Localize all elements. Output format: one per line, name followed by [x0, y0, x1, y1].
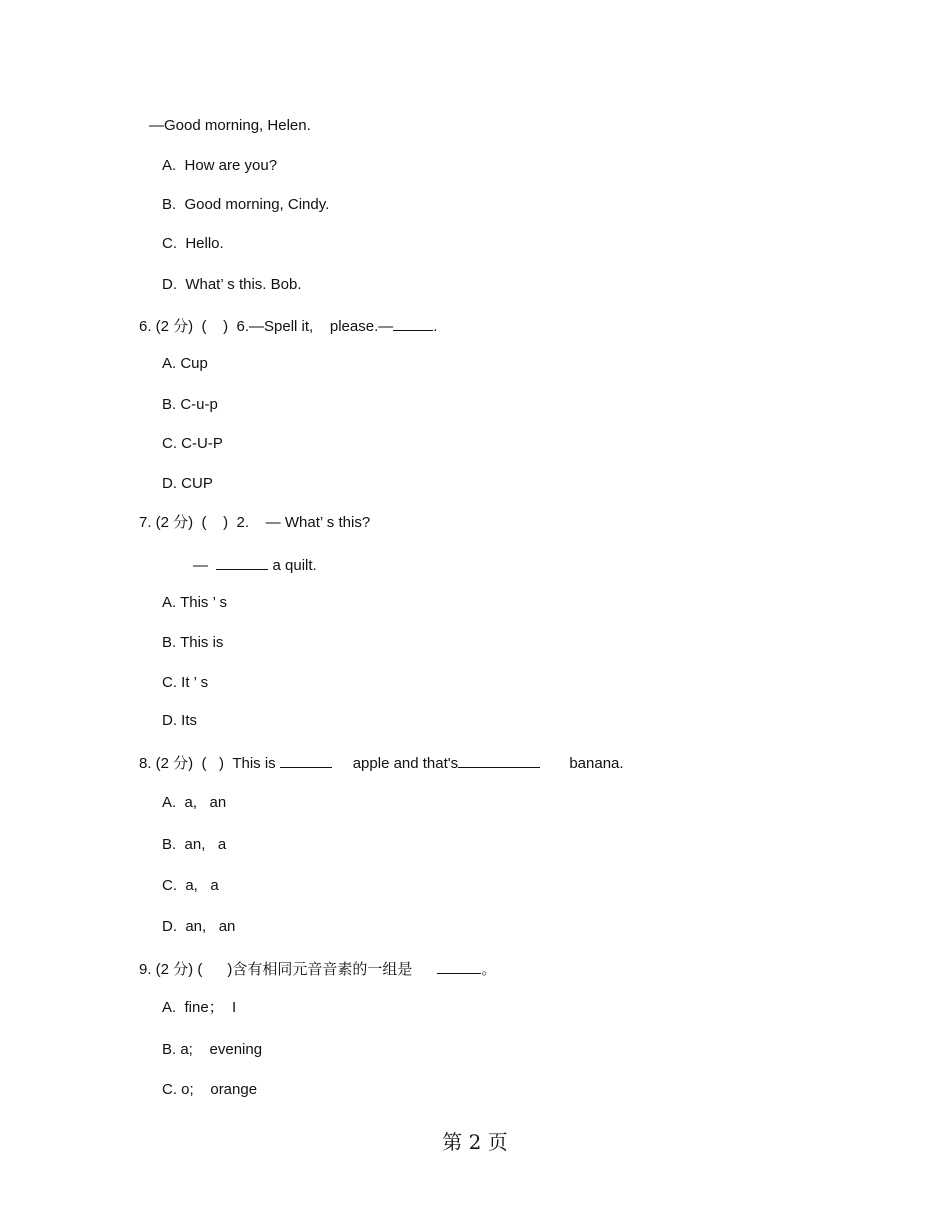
q7-option-d: D. Its — [162, 712, 198, 729]
q6-stem-text: 6. (2 分) ( ) 6.—Spell it, please.— — [139, 318, 394, 335]
q9-option-a: A. fine； I — [162, 999, 237, 1016]
q9-option-c: C. o; orange — [162, 1081, 258, 1098]
q9-option-b: B. a; evening — [162, 1041, 263, 1058]
q7-sub-text: a quilt. — [268, 557, 317, 574]
q7-stem: 7. (2 分) ( ) 2. — What’ s this? — [139, 514, 371, 531]
q7-answer-blank — [216, 555, 268, 570]
q5-lead-line: —Good morning, Helen. — [149, 117, 311, 134]
q8-stem-text-b: apple and that's — [352, 755, 459, 772]
q6-answer-blank — [393, 316, 433, 331]
q6-option-b: B. C-u-p — [162, 396, 218, 413]
q8-stem — [139, 753, 624, 773]
q9-stem-text: 9. (2 分) ( )含有相同元音音素的一组是 — [139, 961, 413, 978]
q6-option-c: C. C-U-P — [162, 435, 223, 452]
q9-stem-end: 。 — [481, 961, 497, 978]
q6-option-a: A. Cup — [162, 355, 208, 372]
q8-stem-text-a: 8. (2 分) ( ) This is — [139, 755, 276, 772]
q9-answer-blank — [437, 959, 481, 974]
q5-option-a: A. How are you? — [162, 157, 278, 174]
q8-answer-blank-2 — [458, 753, 540, 768]
page-number: 第 2 页 — [442, 1130, 508, 1154]
q9-stem — [139, 959, 496, 979]
q6-stem — [139, 316, 437, 336]
q6-option-d: D. CUP — [162, 475, 213, 492]
q5-option-b: B. Good morning, Cindy. — [162, 196, 330, 213]
q7-option-a: A. This ’ s — [162, 594, 228, 611]
q7-sub-dash: — — [193, 557, 208, 574]
q5-option-d: D. What’ s this. Bob. — [162, 276, 302, 293]
q7-option-c: C. It ’ s — [162, 674, 209, 691]
q7-sub-line — [193, 555, 317, 575]
q8-option-a: A. a, an — [162, 794, 227, 811]
q8-option-c: C. a, a — [162, 877, 219, 894]
q5-option-c: C. Hello. — [162, 235, 224, 252]
q6-stem-end: . — [433, 318, 438, 335]
q8-option-d: D. an, an — [162, 918, 236, 935]
q8-answer-blank-1 — [280, 753, 332, 768]
q8-option-b: B. an, a — [162, 836, 227, 853]
q7-option-b: B. This is — [162, 634, 224, 651]
q8-stem-text-c: banana. — [569, 755, 624, 772]
